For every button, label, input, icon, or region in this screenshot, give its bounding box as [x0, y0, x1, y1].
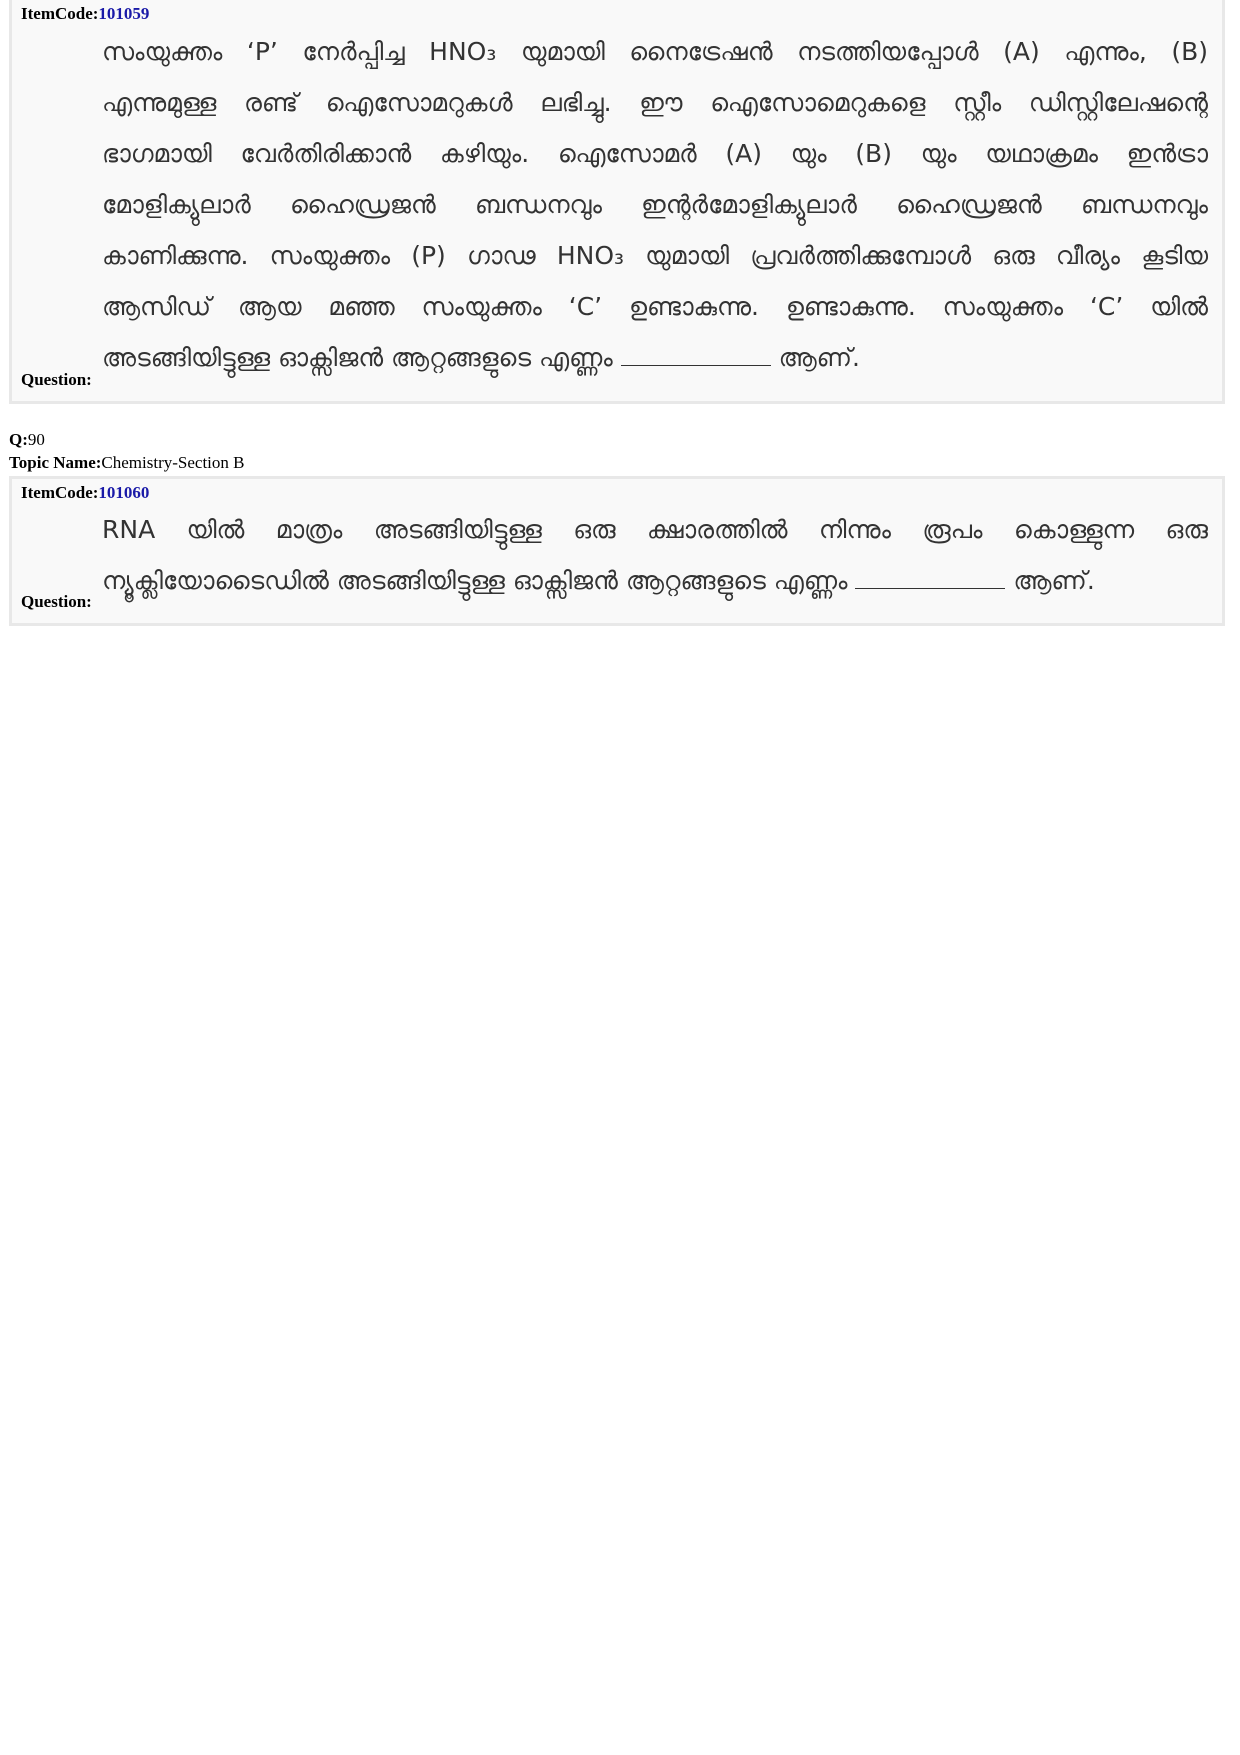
question-line: സംയുക്തം ‘P’ നേർപ്പിച്ച HNO₃ യുമായി നൈട്രേഷൻ നടത്തിയപ്പോൾ (A) എന്നും, (B) [102, 37, 1208, 66]
question-last-line-end: ആണ്. [1013, 566, 1095, 595]
question-last-line-start: ന്യൂക്ലിയോടൈഡിൽ അടങ്ങിയിട്ടുള്ള ഓക്സിജൻ ആറ്റങ്ങളുടെ എണ്ണം [102, 566, 848, 595]
question-number: 90 [27, 430, 45, 449]
question-last-line-start: അടങ്ങിയിട്ടുള്ള ഓക്സിജൻ ആറ്റങ്ങളുടെ എണ്ണം [102, 343, 613, 372]
topic-label: Topic Name: [9, 453, 102, 472]
topic-value: Chemistry-Section B [101, 453, 245, 472]
item-code-line [21, 483, 149, 503]
question-number-line [9, 430, 45, 450]
topic-line [9, 453, 244, 473]
question-line: ആസിഡ് ആയ മഞ്ഞ സംയുക്തം ‘C’ ഉണ്ടാകുന്നു. ഉണ്ടാകുന്നു. സംയുക്തം ‘C’ യിൽ [102, 292, 1208, 321]
question-line: കാണിക്കുന്നു. സംയുക്തം (P) ഗാഢ HNO₃ യുമായി പ്രവർത്തിക്കുമ്പോൾ ഒരു വീര്യം കൂടിയ [102, 241, 1208, 270]
question-last-line-end: ആണ്. [778, 343, 861, 372]
question-line: എന്നുമുള്ള രണ്ട് ഐസോമറുകൾ ലഭിച്ചു. ഈ ഐസോമെറുകളെ സ്റ്റീം ഡിസ്റ്റിലേഷന്റെ [102, 88, 1208, 117]
question-text [102, 26, 1208, 383]
question-line: RNA യിൽ മാത്രം അടങ്ങിയിട്ടുള്ള ഒരു ക്ഷാരത്തിൽ നിന്നും രൂപം കൊള്ളുന്ന ഒരു [102, 515, 1208, 544]
question-line: മോളിക്യുലാർ ഹൈഡ്രജൻ ബന്ധനവും ഇന്റർമോളിക്യുലാർ ഹൈഡ്രജൻ ബന്ധനവും [102, 190, 1208, 219]
question-last-line [102, 555, 1208, 606]
question-label: Question: [21, 370, 92, 389]
item-code-label: ItemCode: [21, 4, 99, 23]
question-card-101060 [9, 476, 1225, 626]
item-code-label: ItemCode: [21, 483, 99, 502]
item-code-line [21, 4, 149, 24]
item-code-value: 101060 [98, 483, 150, 502]
answer-blank [621, 345, 771, 366]
question-label: Question: [21, 592, 92, 611]
question-number-label: Q: [9, 430, 28, 449]
question-line: ഭാഗമായി വേർതിരിക്കാൻ കഴിയും. ഐസോമർ (A) യും (B) യും യഥാക്രമം ഇൻട്രാ [102, 139, 1208, 168]
item-code-value: 101059 [98, 4, 150, 23]
question-text [102, 504, 1208, 606]
answer-blank [855, 568, 1005, 589]
question-card-101059 [9, 0, 1225, 404]
question-last-line [102, 332, 1208, 383]
